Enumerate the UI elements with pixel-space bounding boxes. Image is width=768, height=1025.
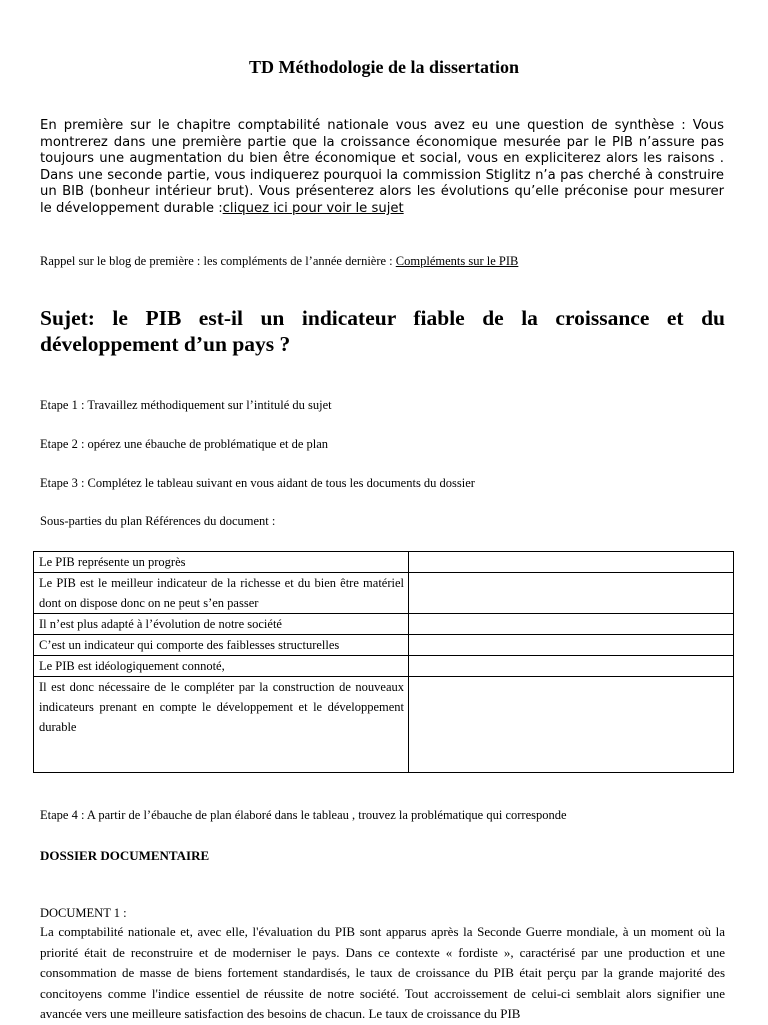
- rappel-line: [40, 254, 740, 269]
- step-1: Etape 1 : Travaillez méthodiquement sur l’intitulé du sujet: [40, 398, 332, 412]
- sujet-link[interactable]: cliquez ici pour voir le sujet: [222, 200, 404, 216]
- intro-text: En première sur le chapitre comptabilité nationale vous avez eu une question de synthèse : Vous montrerez dans une première partie que la croissance économique mesurée par le PIB n’assure pas toujours une augmentation du bien être économique et social, vous en expliciterez alors les raisons . Dans une seconde partie, vous indiquerez pourquoi la commission Stiglitz n’a pas cherché à construire un BIB (bonheur intérieur brut). Vous présenterez alors les évolutions qu’elle préconise pour mesurer le développement durable :: [40, 118, 724, 216]
- sujet-heading: Sujet: le PIB est-il un indicateur fiable de la croissance et du développement d’un pays ?: [40, 306, 725, 356]
- document-1-heading: DOCUMENT 1 :: [40, 906, 127, 920]
- plan-table: [33, 551, 734, 773]
- table-row: [34, 552, 734, 573]
- page-title: TD Méthodologie de la dissertation: [249, 57, 519, 77]
- rappel-text: Rappel sur le blog de première : les compléments de l’année dernière :: [40, 254, 396, 268]
- reference-cell[interactable]: [409, 656, 734, 677]
- dossier-title: DOSSIER DOCUMENTAIRE: [40, 848, 210, 863]
- document-1-text: La comptabilité nationale et, avec elle, l'évaluation du PIB sont apparus après la Seconde Guerre mondiale, à un moment où la priorité était de reconstruire et de moderniser le pays. Dans ce contexte « fordiste », caractérisé par une production et une consommation de masse de biens fortement standardisés, le taux de croissance du PIB était perçu par la grande majorité des concitoyens comme l'indice essentiel de réussite de notre société. Tout accroissement de celui-ci semblait alors signifier une avancée vers une meilleure satisfaction des besoins de chacun. Le taux de croissance du PIB: [40, 924, 725, 1021]
- reference-cell[interactable]: [409, 677, 734, 773]
- sous-partie-cell: Le PIB est idéologiquement connoté,: [34, 656, 409, 677]
- step-3: Etape 3 : Complétez le tableau suivant en vous aidant de tous les documents du dossier: [40, 476, 475, 490]
- reference-cell[interactable]: [409, 614, 734, 635]
- reference-cell[interactable]: [409, 635, 734, 656]
- table-row: [34, 677, 734, 773]
- complements-pib-link[interactable]: Compléments sur le PIB: [395, 254, 519, 268]
- sous-partie-cell: Il est donc nécessaire de le compléter par la construction de nouveaux indicateurs prenant en compte le développement et le développement durable: [34, 677, 409, 773]
- table-row: [34, 573, 734, 614]
- sous-partie-cell: Il n’est plus adapté à l’évolution de notre société: [34, 614, 409, 635]
- reference-cell[interactable]: [409, 552, 734, 573]
- step-4: Etape 4 : A partir de l’ébauche de plan élaboré dans le tableau , trouvez la problématique qui corresponde: [40, 808, 567, 822]
- table-row: [34, 614, 734, 635]
- sous-parties-label: Sous-parties du plan Références du document :: [40, 514, 276, 528]
- step-2: Etape 2 : opérez une ébauche de problématique et de plan: [40, 437, 329, 451]
- table-row: [34, 635, 734, 656]
- table-row: [34, 656, 734, 677]
- sous-partie-cell: Le PIB est le meilleur indicateur de la richesse et du bien être matériel dont on dispose donc on ne peut s’en passer: [34, 573, 409, 614]
- reference-cell[interactable]: [409, 573, 734, 614]
- sous-partie-cell: C’est un indicateur qui comporte des faiblesses structurelles: [34, 635, 409, 656]
- sous-partie-cell: Le PIB représente un progrès: [34, 552, 409, 573]
- intro-paragraph: [40, 118, 724, 218]
